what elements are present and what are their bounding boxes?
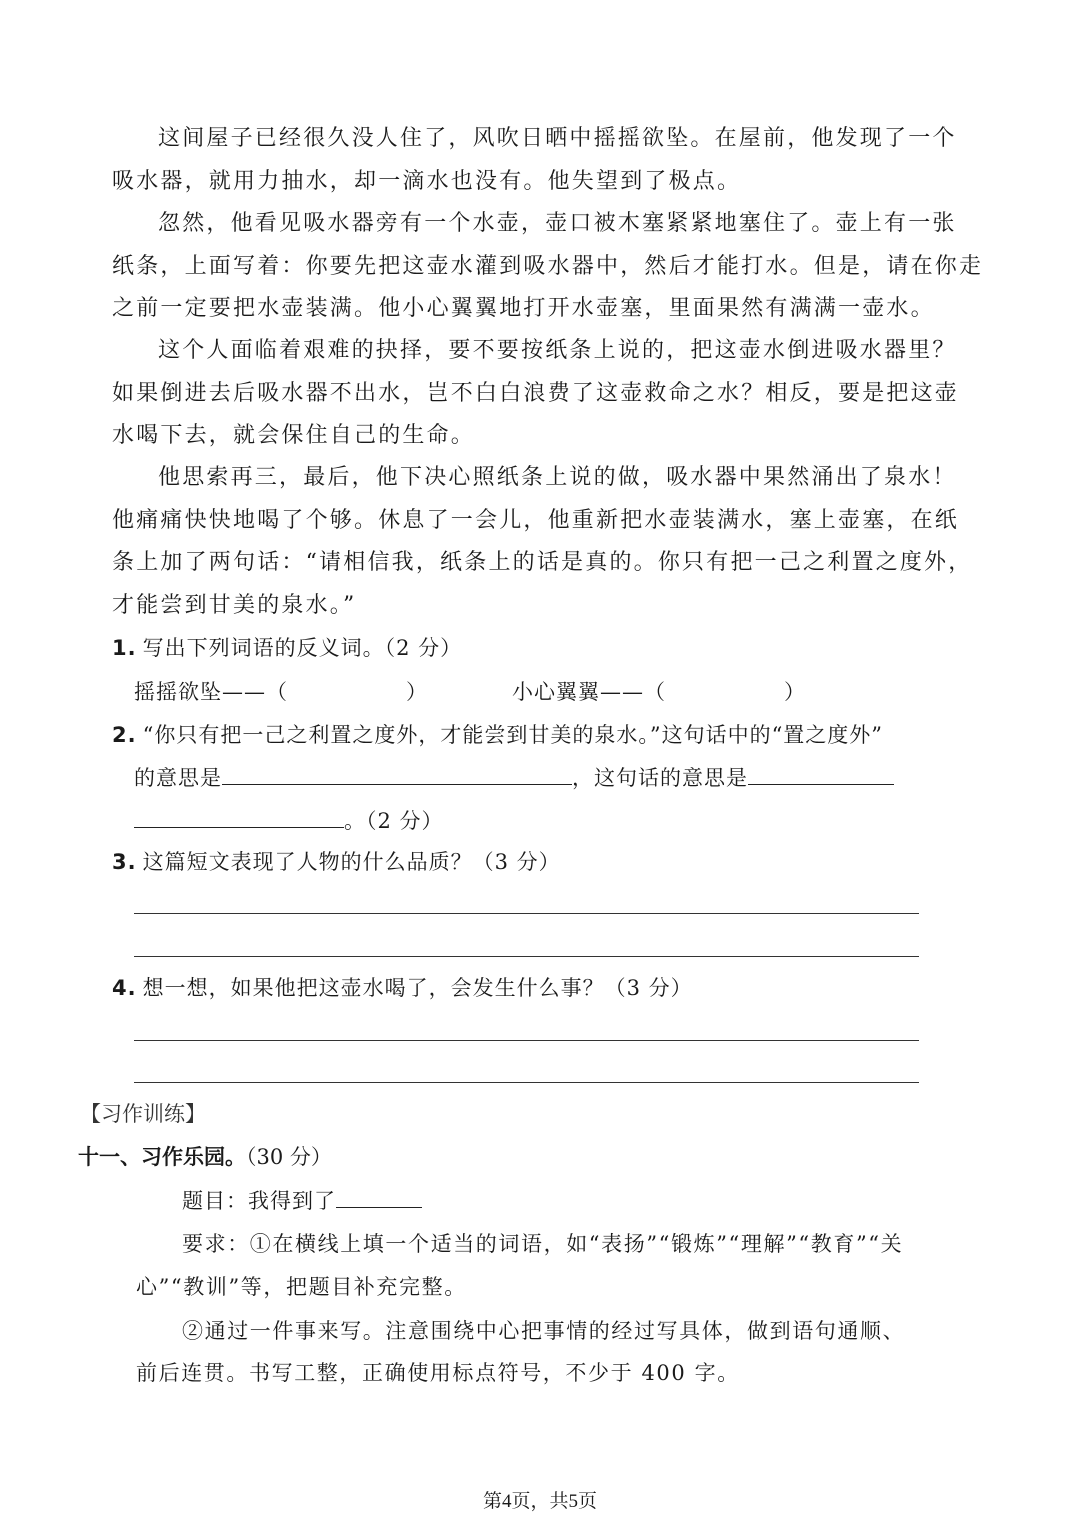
question-2-line-2	[134, 762, 894, 792]
passage-line: 吸水器，就用力抽水，却一滴水也没有。他失望到了极点。	[112, 168, 742, 194]
answer-blank[interactable]	[134, 805, 344, 828]
question-1	[112, 632, 462, 662]
heading-points: （30 分）	[246, 1145, 332, 1169]
answer-blank[interactable]	[748, 762, 894, 785]
question-text: 。（2 分）	[344, 809, 444, 833]
question-text: “你只有把一己之利置之度外，才能尝到甘美的泉水。”这句话中的“置之度外”	[142, 723, 884, 747]
answer-line[interactable]	[134, 913, 919, 914]
requirement-2-line-2: 前后连贯。书写工整，正确使用标点符号，不少于 400 字。	[136, 1361, 740, 1385]
page-number: 第4页，共5页	[482, 1491, 597, 1512]
antonym-word: 小心翼翼——（	[512, 680, 666, 704]
question-number: 2.	[112, 723, 137, 747]
section-label: 【习作训练】	[80, 1102, 206, 1126]
passage-line: 他思索再三，最后，他下决心照纸条上说的做，吸水器中果然涌出了泉水！	[158, 465, 957, 490]
topic-text: 题目：我得到了	[182, 1189, 336, 1213]
question-text: 写出下列词语的反义词。（2 分）	[142, 636, 463, 660]
question-text: 想一想，如果他把这壶水喝了，会发生什么事？（3 分）	[142, 976, 693, 1000]
passage-line: 这个人面临着艰难的抉择，要不要按纸条上说的，把这壶水倒进吸水器里？	[158, 338, 957, 363]
question-number: 1.	[112, 636, 137, 660]
question-2	[112, 719, 883, 749]
question-4	[112, 972, 693, 1002]
answer-blank[interactable]	[222, 762, 572, 785]
answer-line[interactable]	[134, 956, 919, 957]
passage-line: 之前一定要把水壶装满。他小心翼翼地打开水壶塞，里面果然有满满一壶水。	[112, 296, 935, 321]
antonym-item-2	[512, 676, 666, 706]
section-heading	[78, 1141, 332, 1171]
passage-paragraph-4	[112, 457, 973, 627]
antonym-item-1	[134, 676, 288, 706]
topic-blank[interactable]	[336, 1185, 422, 1208]
question-3	[112, 846, 561, 876]
answer-line[interactable]	[134, 1082, 919, 1083]
antonym-close-1: ）	[406, 680, 428, 704]
passage-line: 条上加了两句话：“请相信我，纸条上的话是真的。你只有把一己之利置之度外，	[112, 550, 973, 575]
question-text: 这篇短文表现了人物的什么品质？（3 分）	[142, 850, 561, 874]
question-text: 的意思是	[134, 766, 222, 790]
requirement-1-line-1: 要求：①在横线上填一个适当的词语，如“表扬”“锻炼”“理解”“教育”“关	[182, 1232, 904, 1256]
passage-line: 水喝下去，就会保住自己的生命。	[112, 423, 476, 448]
question-text: ，这句话的意思是	[572, 766, 748, 790]
passage-line: 他痛痛快快地喝了个够。休息了一会儿，他重新把水壶装满水，塞上壶塞，在纸	[112, 507, 960, 533]
antonym-close-2: ）	[784, 680, 806, 704]
passage-line: 这间屋子已经很久没人住了，风吹日晒中摇摇欲坠。在屋前，他发现了一个	[158, 126, 957, 151]
requirement-1-line-2: 心”“教训”等，把题目补充完整。	[136, 1275, 467, 1299]
passage-line: 如果倒进去后吸水器不出水，岂不白白浪费了这壶救命之水？相反，要是把这壶	[112, 380, 960, 406]
passage-paragraph-1	[112, 118, 957, 203]
passage-line: 忽然，他看见吸水器旁有一个水壶，壶口被木塞紧紧地塞住了。壶上有一张	[158, 211, 957, 236]
passage-paragraph-2	[112, 203, 984, 331]
requirement-2-line-1: ②通过一件事来写。注意围绕中心把事情的经过写具体，做到语句通顺、	[182, 1319, 906, 1343]
question-2-line-3	[134, 805, 444, 835]
answer-line[interactable]	[134, 1040, 919, 1041]
passage-paragraph-3	[112, 330, 960, 458]
passage-line: 纸条，上面写着：你要先把这壶水灌到吸水器中，然后才能打水。但是，请在你走	[112, 253, 984, 279]
question-number: 3.	[112, 850, 137, 874]
question-number: 4.	[112, 976, 137, 1000]
heading-text: 十一、习作乐园。	[78, 1145, 246, 1169]
passage-line: 才能尝到甘美的泉水。”	[112, 592, 357, 618]
writing-topic	[182, 1185, 422, 1215]
antonym-word: 摇摇欲坠——（	[134, 680, 288, 704]
